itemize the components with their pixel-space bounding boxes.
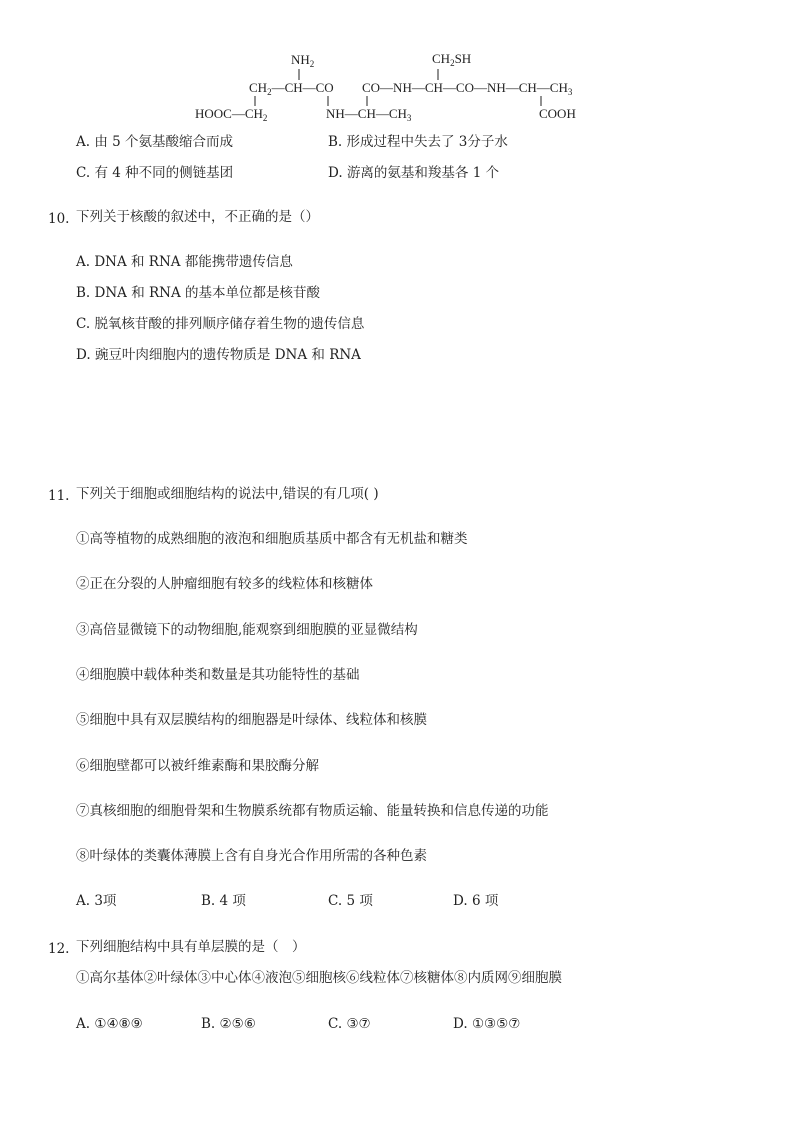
- q12-structure-list: ①高尔基体②叶绿体③中心体④液泡⑤细胞核⑥线粒体⑦核糖体⑧内质网⑨细胞膜: [76, 970, 562, 986]
- q11-statement-1: ①高等植物的成熟细胞的液泡和细胞质基质中都含有无机盐和糖类: [76, 531, 468, 547]
- q12-option-b: B. ②⑤⑥: [201, 1016, 256, 1032]
- q12-number: 12.: [48, 941, 70, 957]
- q9-option-d: D. 游离的氨基和羧基各 1 个: [328, 165, 500, 181]
- q11-statement-7: ⑦真核细胞的细胞骨架和生物膜系统都有物质运输、能量转换和信息传递的功能: [76, 803, 549, 819]
- ch2sh-group: $CH_2SH$: [432, 51, 472, 68]
- q11-option-a: A. 3项: [76, 893, 117, 909]
- q11-statement-3: ③高倍显微镜下的动物细胞,能观察到细胞膜的亚显微结构: [76, 622, 418, 638]
- q11-stem: 下列关于细胞或细胞结构的说法中,错误的有几项( ): [76, 486, 379, 502]
- nh2-group: $NH_2$: [291, 52, 315, 69]
- q10-option-d: D. 豌豆叶肉细胞内的遗传物质是 DNA 和 RNA: [76, 347, 361, 363]
- q11-statement-5: ⑤细胞中具有双层膜结构的细胞器是叶绿体、线粒体和核膜: [76, 712, 427, 728]
- q11-statement-6: ⑥细胞壁都可以被纤维素酶和果胶酶分解: [76, 758, 319, 774]
- cooh-group: COOH: [539, 106, 576, 121]
- backbone-right: $CO—NH—CH—CO—NH—CH—CH_3$: [362, 80, 573, 97]
- q11-statement-4: ④细胞膜中载体种类和数量是其功能特性的基础: [76, 667, 360, 683]
- q11-option-b: B. 4 项: [201, 893, 246, 909]
- q11-number: 11.: [48, 488, 70, 504]
- q10-stem: 下列关于核酸的叙述中，不正确的是（）: [76, 209, 319, 225]
- q11-option-d: D. 6 项: [453, 893, 499, 909]
- q9-option-b: B. 形成过程中失去了 3分子水: [328, 134, 508, 150]
- q11-option-c: C. 5 项: [328, 893, 373, 909]
- hooc-ch2-group: $HOOC—CH_2$: [195, 106, 268, 123]
- q12-option-a: A. ①④⑧⑨: [76, 1016, 143, 1032]
- q9-option-c: C. 有 4 种不同的侧链基团: [76, 165, 234, 181]
- q10-option-a: A. DNA 和 RNA 都能携带遗传信息: [76, 254, 293, 270]
- q10-option-b: B. DNA 和 RNA 的基本单位都是核苷酸: [76, 285, 321, 301]
- q10-number: 10.: [48, 211, 70, 227]
- nh-ch-ch3-group: $NH—CH—CH_3$: [326, 106, 412, 123]
- q12-stem: 下列细胞结构中具有单层膜的是（ ）: [76, 939, 306, 955]
- q12-option-c: C. ③⑦: [328, 1016, 371, 1032]
- backbone-left: $CH_2—CH—CO$: [249, 80, 334, 97]
- peptide-structure-diagram: [0, 0, 794, 130]
- q12-option-d: D. ①③⑤⑦: [453, 1016, 521, 1032]
- q11-statement-2: ②正在分裂的人肿瘤细胞有较多的线粒体和核糖体: [76, 576, 373, 592]
- q9-option-a: A. 由 5 个氨基酸缩合而成: [76, 134, 234, 150]
- q10-option-c: C. 脱氧核苷酸的排列顺序储存着生物的遗传信息: [76, 316, 365, 332]
- q11-statement-8: ⑧叶绿体的类囊体薄膜上含有自身光合作用所需的各种色素: [76, 848, 427, 864]
